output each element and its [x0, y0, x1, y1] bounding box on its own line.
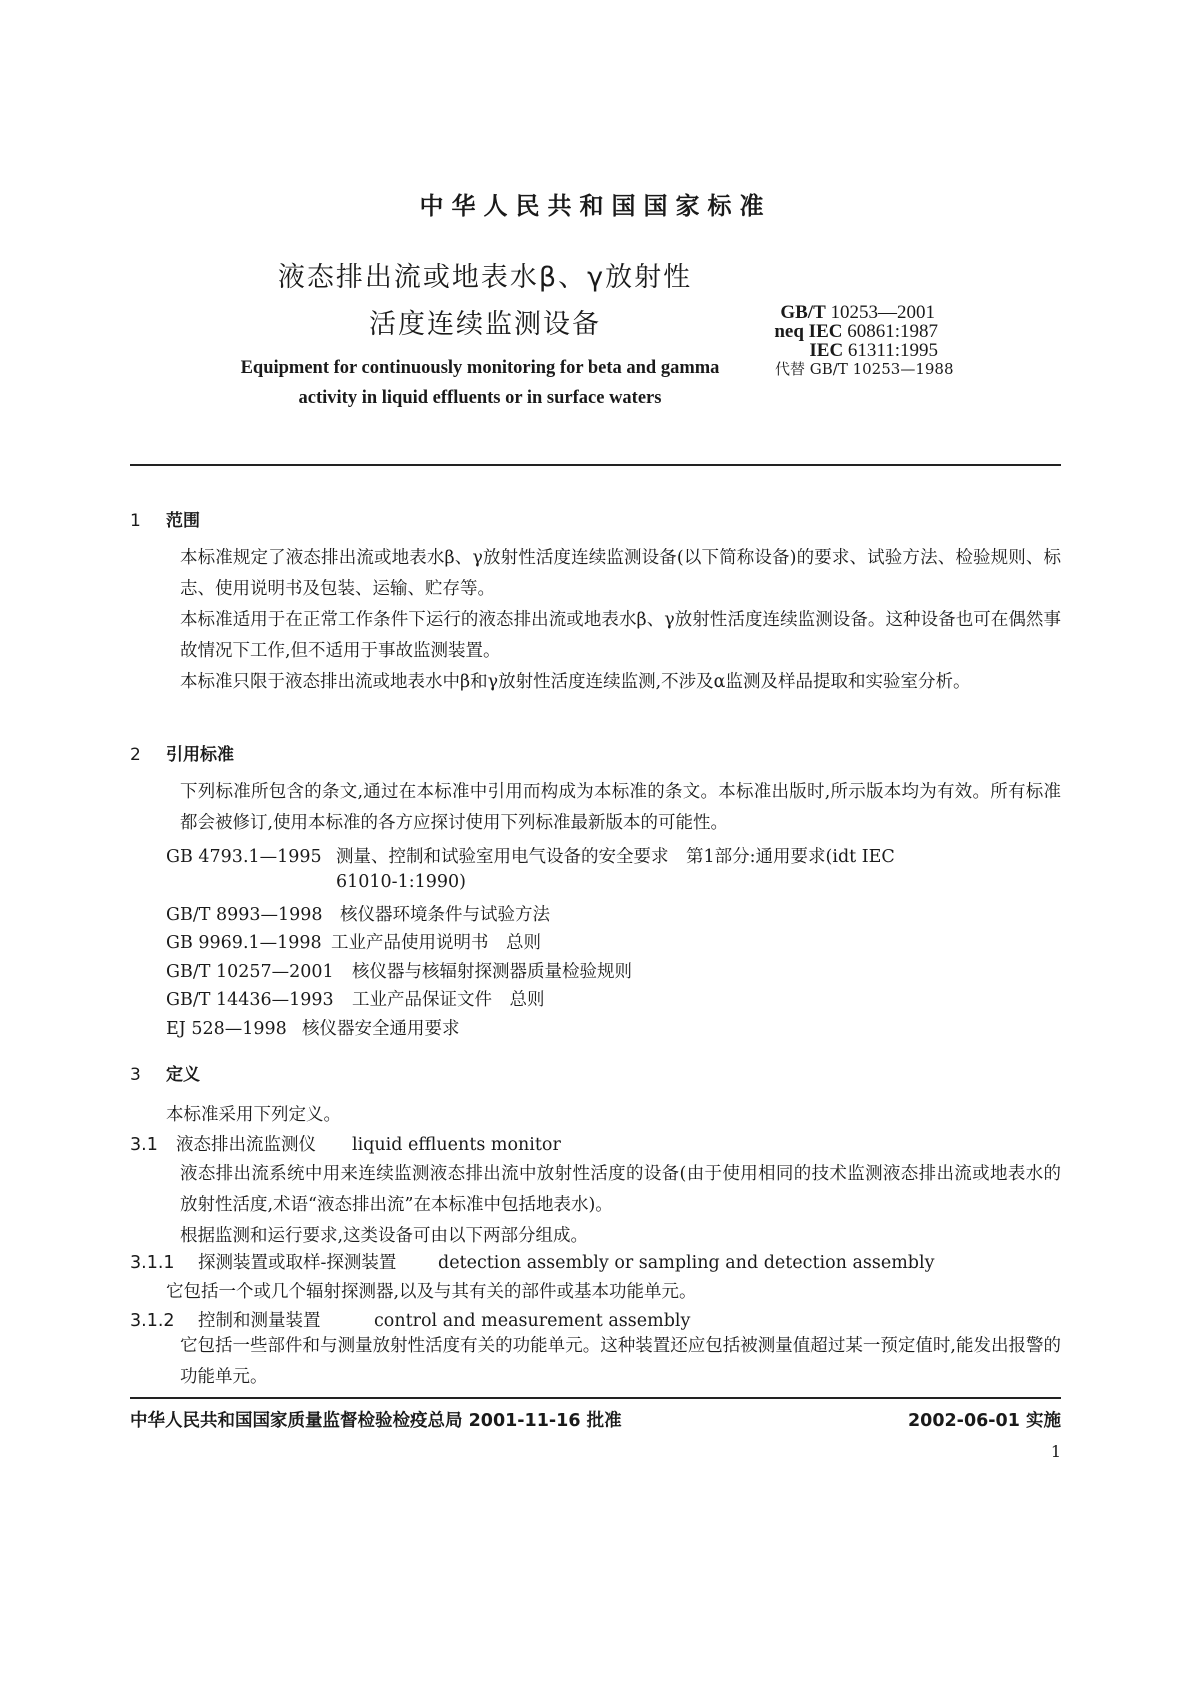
reference-title: 核仪器安全通用要求 — [302, 1019, 460, 1039]
definition-3-1-heading — [130, 1131, 561, 1156]
national-standard-heading: 中华人民共和国国家标准 — [419, 192, 772, 220]
reference-title: 工业产品保证文件 总则 — [352, 990, 545, 1010]
section-2-number: 2 — [130, 745, 141, 765]
approval-line: 中华人民共和国国家质量监督检验检疫总局 2001-11-16 批准 — [130, 1411, 622, 1431]
replaces-note: 代替 GB/T 10253—1988 — [775, 360, 954, 378]
reference-item — [166, 901, 550, 926]
definition-3-1-2-paragraph: 它包括一些部件和与测量放射性活度有关的功能单元。这种装置还应包括被测量值超过某一预定值时,能发出报警的功能单元。 — [180, 1336, 1061, 1387]
reference-title: 核仪器环境条件与试验方法 — [340, 905, 550, 925]
definition-3-1-body — [130, 1159, 1061, 1252]
section-1-paragraph-3: 本标准只限于液态排出流或地表水中β和γ放射性活度连续监测,不涉及α监测及样品提取和实验室分析。 — [180, 672, 971, 692]
reference-item — [166, 1015, 460, 1040]
section-1-title: 范围 — [166, 511, 200, 531]
code-prefix: GB/T — [780, 302, 826, 323]
definition-term-en: detection assembly or sampling and detection assembly — [438, 1253, 935, 1273]
reference-code: GB 4793.1—1995 — [166, 847, 322, 867]
section-3-title: 定义 — [166, 1065, 200, 1085]
reference-item — [166, 929, 541, 954]
definition-number: 3.1.1 — [130, 1253, 175, 1273]
reference-code: GB/T 14436—1993 — [166, 990, 334, 1010]
definition-3-1-1-heading — [130, 1249, 935, 1274]
neq-number: 60861:1987 — [847, 321, 938, 342]
iec-number: 61311:1995 — [847, 340, 938, 361]
reference-title: 工业产品使用说明书 总则 — [331, 933, 541, 953]
definition-3-1-paragraph-2: 根据监测和运行要求,这类设备可由以下两部分组成。 — [180, 1226, 589, 1246]
section-2-intro — [130, 777, 1061, 839]
section-2-paragraph-1: 下列标准所包含的条文,通过在本标准中引用而构成为本标准的条文。本标准出版时,所示版本均为有效。所有标准都会被修订,使用本标准的各方应探讨使用下列标准最新版本的可能性。 — [180, 782, 1061, 833]
title-en-line2: activity in liquid effluents or in surface waters — [298, 388, 662, 408]
reference-title: 核仪器与核辐射探测器质量检验规则 — [352, 962, 632, 982]
footer-rule — [130, 1397, 1061, 1399]
title-zh-line2: 活度连续监测设备 — [369, 309, 601, 340]
title-zh-line1: 液态排出流或地表水β、γ放射性 — [277, 262, 693, 293]
header-rule — [130, 464, 1061, 466]
definition-term-en: control and measurement assembly — [374, 1311, 691, 1331]
definition-3-1-2-body — [130, 1331, 1061, 1393]
title-en-line1: Equipment for continuously monitoring for beta and gamma — [240, 358, 720, 378]
section-1-paragraph-1: 本标准规定了液态排出流或地表水β、γ放射性活度连续监测设备(以下简称设备)的要求、试验方法、检验规则、标志、使用说明书及包装、运输、贮存等。 — [180, 548, 1061, 599]
section-1-heading — [130, 506, 200, 531]
section-2-title: 引用标准 — [166, 745, 234, 765]
definition-term-zh: 液态排出流监测仪 — [176, 1135, 316, 1155]
standard-code — [760, 303, 980, 360]
reference-code: GB/T 10257—2001 — [166, 962, 334, 982]
code-number: 10253—2001 — [830, 302, 935, 323]
section-2-heading — [130, 740, 234, 765]
section-3-number: 3 — [130, 1065, 141, 1085]
reference-item — [166, 986, 545, 1011]
definition-3-1-paragraph-1: 液态排出流系统中用来连续监测液态排出流中放射性活度的设备(由于使用相同的技术监测液态排出流或地表水的放射性活度,术语“液态排出流”在本标准中包括地表水)。 — [180, 1164, 1061, 1215]
reference-code: GB 9969.1—1998 — [166, 933, 322, 953]
definition-3-1-1-body: 它包括一个或几个辐射探测器,以及与其有关的部件或基本功能单元。 — [166, 1282, 697, 1302]
definition-term-zh: 控制和测量装置 — [198, 1311, 321, 1331]
section-1-body — [130, 543, 1061, 698]
definition-number: 3.1 — [130, 1135, 158, 1155]
definition-term-en: liquid effluents monitor — [352, 1135, 561, 1155]
reference-item — [166, 958, 632, 983]
reference-title: 测量、控制和试验室用电气设备的安全要求 第1部分:通用要求(idt IEC — [336, 847, 895, 867]
section-3-intro: 本标准采用下列定义。 — [166, 1105, 341, 1125]
section-1-number: 1 — [130, 511, 141, 531]
section-3-heading — [130, 1060, 200, 1085]
reference-code: EJ 528—1998 — [166, 1019, 287, 1039]
definition-term-zh: 探测装置或取样-探测装置 — [198, 1253, 397, 1273]
reference-item — [166, 843, 895, 868]
definition-number: 3.1.2 — [130, 1311, 175, 1331]
reference-continuation: 61010-1:1990) — [336, 872, 466, 892]
reference-code: GB/T 8993—1998 — [166, 905, 323, 925]
iec-prefix: IEC — [809, 340, 844, 361]
implementation-date: 2002-06-01 实施 — [907, 1411, 1061, 1431]
section-1-paragraph-2: 本标准适用于在正常工作条件下运行的液态排出流或地表水β、γ放射性活度连续监测设备。这种设备也可在偶然事故情况下工作,但不适用于事故监测装置。 — [180, 610, 1061, 661]
definition-3-1-2-heading — [130, 1307, 690, 1332]
page-number: 1 — [1050, 1442, 1061, 1461]
neq-prefix: neq IEC — [774, 321, 843, 342]
